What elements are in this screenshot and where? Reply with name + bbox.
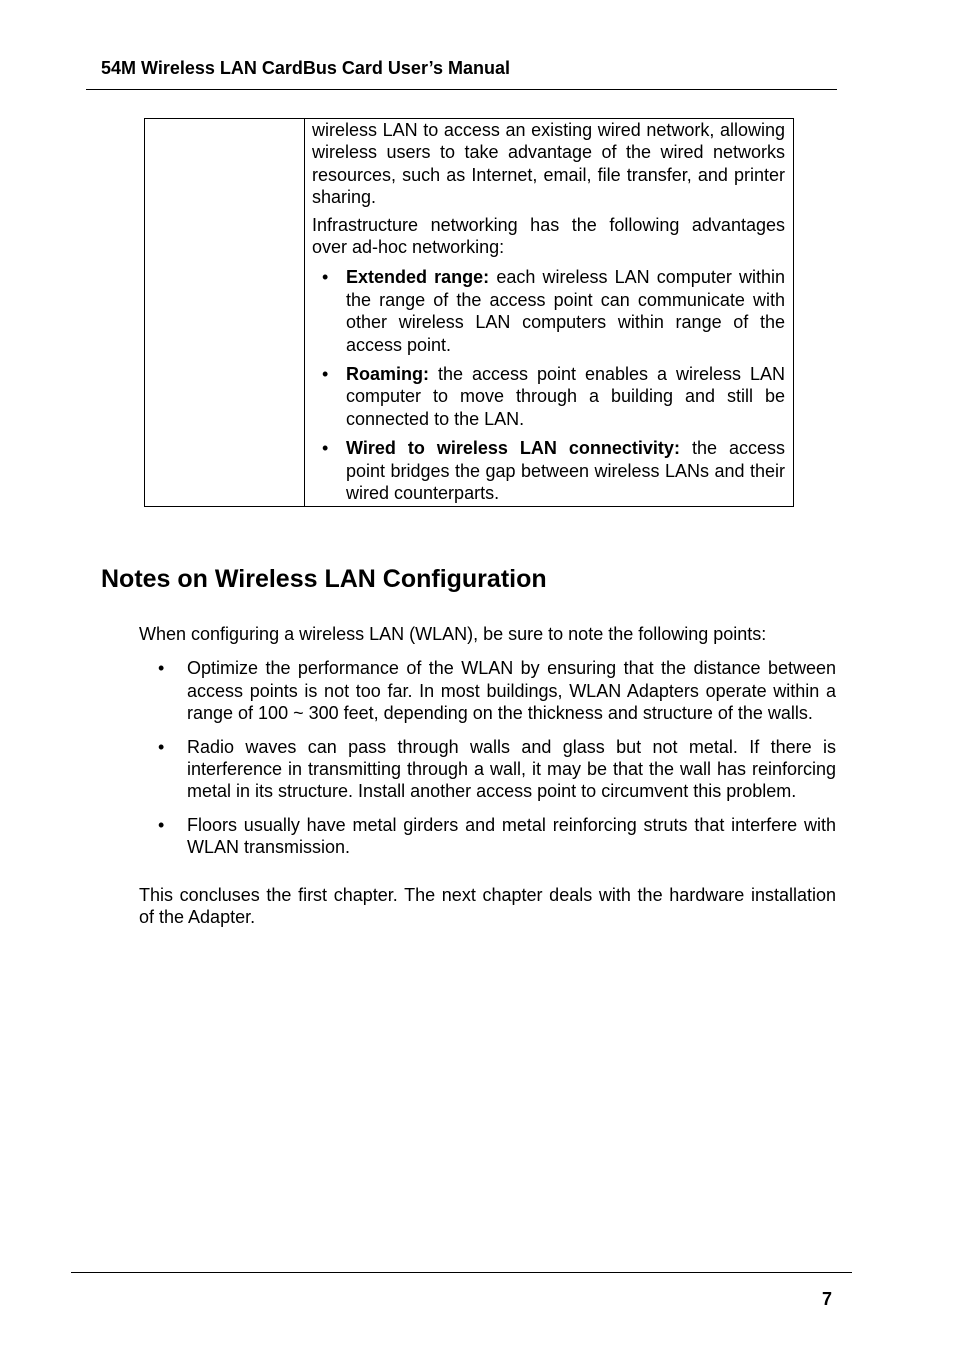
- list-item-term: Roaming:: [346, 364, 429, 385]
- table-paragraph: wireless LAN to access an existing wired network, allowing wireless users to take advantage of the wired networks resources, such as Internet, email, file transfer, and printer sharing.: [312, 120, 785, 208]
- intro-paragraph: When configuring a wireless LAN (WLAN), be sure to note the following points:: [139, 624, 767, 644]
- section-body: [139, 623, 836, 928]
- list-item-text: Optimize the performance of the WLAN by ensuring that the distance between access points is not too far. In most buildings, WLAN Adapters operate within a range of 100 ~ 300 feet, depending on the thickness and structure of the walls.: [187, 658, 836, 724]
- table-right-cell: [312, 119, 785, 512]
- list-item: [139, 736, 836, 803]
- page-number: 7: [821, 1289, 832, 1309]
- list-item-term: Wired to wireless LAN connectivity:: [346, 438, 680, 459]
- list-item: [312, 363, 785, 430]
- header-divider: [86, 89, 837, 90]
- conclusion-paragraph: This concluses the first chapter. The next chapter deals with the hardware installation of the Adapter.: [139, 884, 836, 928]
- list-item-text: the access point enables a wireless LAN computer to move through a building and still be connected to the LAN.: [346, 364, 785, 429]
- section-heading: Notes on Wireless LAN Configuration: [101, 565, 547, 593]
- bullet-icon: •: [158, 658, 165, 679]
- bullet-icon: •: [322, 364, 329, 385]
- list-item: [312, 437, 785, 504]
- table-paragraph: Infrastructure networking has the following advantages over ad-hoc networking:: [312, 214, 785, 258]
- list-item: [139, 814, 836, 859]
- list-item-text: each wireless LAN computer within the range of the access point can communicate with other wireless LAN computers within range of the access point.: [346, 267, 785, 355]
- list-item: [312, 266, 785, 356]
- list-item-text: Floors usually have metal girders and metal reinforcing struts that interfere with WLAN transmission.: [187, 814, 836, 858]
- infrastructure-table: [144, 118, 794, 507]
- running-header-title: 54M Wireless LAN CardBus Card User’s Manual: [101, 58, 510, 78]
- bullet-icon: •: [158, 814, 165, 835]
- advantages-list: [312, 266, 785, 504]
- configuration-notes-list: [139, 657, 836, 858]
- table-left-cell: [145, 119, 305, 506]
- bullet-icon: •: [322, 267, 329, 288]
- footer-divider: [71, 1272, 852, 1273]
- list-item: [139, 657, 836, 724]
- list-item-text: Radio waves can pass through walls and glass but not metal. If there is interference in transmitting through a wall, it may be that the wall has reinforcing metal in its structure. Install another access point to circumvent this problem.: [187, 736, 836, 802]
- bullet-icon: •: [158, 736, 165, 757]
- bullet-icon: •: [322, 438, 329, 459]
- list-item-text: the access point bridges the gap between wireless LANs and their wired counterparts.: [346, 438, 785, 504]
- list-item-term: Extended range:: [346, 267, 490, 288]
